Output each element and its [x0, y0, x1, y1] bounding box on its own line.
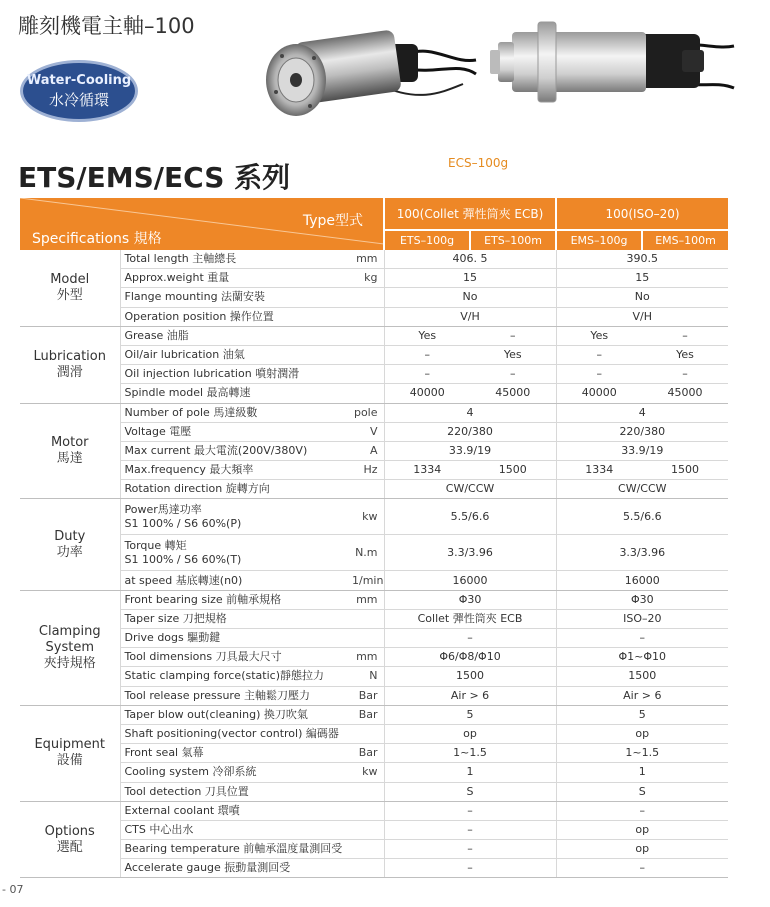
row-label: Tool dimensions 刀具最大尺寸 [120, 648, 352, 667]
value-cell: 5 [556, 705, 728, 724]
row-label: Spindle model 最高轉速 [120, 384, 352, 403]
table-row [20, 744, 728, 763]
table-row [20, 441, 728, 460]
row-unit [352, 480, 384, 499]
value-cell: 1~1.5 [556, 744, 728, 763]
row-unit: V [352, 422, 384, 441]
row-label: Tool detection 刀具位置 [120, 782, 352, 801]
value-cell: – [470, 365, 556, 384]
row-unit [352, 307, 384, 326]
row-unit: Bar [352, 744, 384, 763]
value-cell: 33.9/19 [384, 441, 556, 460]
value-cell: – [556, 859, 728, 878]
row-label: Taper blow out(cleaning) 換刀吹氣 [120, 705, 352, 724]
value-cell: op [556, 820, 728, 839]
value-cell: 1500 [470, 461, 556, 480]
row-label: CTS 中心出水 [120, 820, 352, 839]
spindle-product-image-left [258, 14, 478, 126]
row-label: Grease 油脂 [120, 326, 352, 345]
row-label: Drive dogs 驅動鍵 [120, 629, 352, 648]
value-cell: op [556, 724, 728, 743]
value-cell: ISO–20 [556, 609, 728, 628]
value-cell: Collet 彈性筒夾 ECB [384, 609, 556, 628]
value-cell: S [556, 782, 728, 801]
row-unit: A [352, 441, 384, 460]
value-cell: 390.5 [556, 250, 728, 269]
value-cell: – [556, 365, 642, 384]
product-caption: ECS–100g [448, 156, 509, 170]
row-label: Front seal 氣幕 [120, 744, 352, 763]
value-cell: – [642, 326, 728, 345]
row-label: Tool release pressure 主軸鬆刀壓力 [120, 686, 352, 705]
table-row [20, 384, 728, 403]
row-unit [352, 345, 384, 364]
value-cell: – [384, 345, 470, 364]
table-row [20, 535, 728, 571]
value-cell: 220/380 [556, 422, 728, 441]
row-label: Approx.weight 重量 [120, 269, 352, 288]
row-unit [352, 326, 384, 345]
row-label: Total length 主軸總長 [120, 250, 352, 269]
value-cell: Yes [642, 345, 728, 364]
table-row [20, 859, 728, 878]
value-cell: CW/CCW [384, 480, 556, 499]
value-cell: – [556, 629, 728, 648]
table-row [20, 288, 728, 307]
category-clamping: Clamping System 夾持規格 [20, 590, 120, 705]
row-unit: Bar [352, 686, 384, 705]
row-unit [352, 840, 384, 859]
value-cell: 4 [556, 403, 728, 422]
table-row [20, 801, 728, 820]
row-unit [352, 609, 384, 628]
value-cell: S [384, 782, 556, 801]
table-row [20, 422, 728, 441]
table-row [20, 840, 728, 859]
category-duty: Duty 功率 [20, 499, 120, 590]
value-cell: 15 [556, 269, 728, 288]
row-unit: N [352, 667, 384, 686]
row-label: External coolant 環噴 [120, 801, 352, 820]
row-unit: mm [352, 590, 384, 609]
value-cell: 1500 [642, 461, 728, 480]
row-label: Max current 最大電流(200V/380V) [120, 441, 352, 460]
table-row [20, 269, 728, 288]
table-row [20, 345, 728, 364]
row-unit: kw [352, 763, 384, 782]
value-cell: 16000 [384, 571, 556, 590]
value-cell: 5.5/6.6 [556, 499, 728, 535]
value-cell: – [384, 365, 470, 384]
row-label: Static clamping force(static)靜態拉力 [120, 667, 352, 686]
row-label: Taper size 刀把規格 [120, 609, 352, 628]
row-unit [352, 859, 384, 878]
value-cell: 4 [384, 403, 556, 422]
table-row [20, 629, 728, 648]
value-cell: Yes [556, 326, 642, 345]
row-label: Oil injection lubrication 噴射潤滑 [120, 365, 352, 384]
value-cell: – [556, 345, 642, 364]
row-unit [352, 288, 384, 307]
row-label: Voltage 電壓 [120, 422, 352, 441]
table-row [20, 820, 728, 839]
value-cell: 1334 [556, 461, 642, 480]
header-model-ets-100m: ETS–100m [470, 230, 556, 250]
value-cell: Air > 6 [384, 686, 556, 705]
row-unit [352, 801, 384, 820]
value-cell: op [384, 724, 556, 743]
value-cell: 1500 [384, 667, 556, 686]
row-label: Rotation direction 旋轉方向 [120, 480, 352, 499]
value-cell: – [384, 840, 556, 859]
table-row [20, 250, 728, 269]
value-cell: – [470, 326, 556, 345]
spindle-product-image-right [490, 20, 735, 104]
value-cell: – [556, 801, 728, 820]
value-cell: – [384, 801, 556, 820]
category-model: Model 外型 [20, 250, 120, 326]
row-unit: N.m [352, 535, 384, 571]
row-unit [352, 820, 384, 839]
row-unit [352, 724, 384, 743]
value-cell: Φ30 [384, 590, 556, 609]
table-row [20, 403, 728, 422]
page-number: - 07 [2, 883, 24, 896]
badge-english-label: Water-Cooling [26, 73, 132, 88]
row-label: Torque 轉矩 S1 100% / S6 60%(T) [120, 535, 352, 571]
row-unit: 1/min [352, 571, 384, 590]
table-row [20, 571, 728, 590]
row-unit [352, 782, 384, 801]
header-spec-cell [20, 198, 384, 250]
specification-table [20, 198, 728, 878]
row-label: Cooling system 冷卻系統 [120, 763, 352, 782]
value-cell: 406. 5 [384, 250, 556, 269]
row-label: at speed 基底轉速(n0) [120, 571, 352, 590]
value-cell: 40000 [384, 384, 470, 403]
row-unit [352, 629, 384, 648]
value-cell: Φ1~Φ10 [556, 648, 728, 667]
table-row [20, 499, 728, 535]
table-row [20, 590, 728, 609]
table-row [20, 307, 728, 326]
table-row [20, 686, 728, 705]
value-cell: 16000 [556, 571, 728, 590]
value-cell: 45000 [642, 384, 728, 403]
value-cell: 33.9/19 [556, 441, 728, 460]
badge-chinese-label: 水冷循環 [48, 91, 109, 109]
category-options: Options 選配 [20, 801, 120, 878]
value-cell: V/H [556, 307, 728, 326]
table-row [20, 480, 728, 499]
row-label: Shaft positioning(vector control) 編碼器 [120, 724, 352, 743]
row-unit: kw [352, 499, 384, 535]
row-label: Bearing temperature 前軸承溫度量測回受 [120, 840, 352, 859]
row-unit: pole [352, 403, 384, 422]
value-cell: 3.3/3.96 [384, 535, 556, 571]
category-equipment: Equipment 設備 [20, 705, 120, 801]
value-cell: 1500 [556, 667, 728, 686]
row-unit [352, 384, 384, 403]
value-cell: op [556, 840, 728, 859]
row-unit: Hz [352, 461, 384, 480]
value-cell: Yes [384, 326, 470, 345]
table-row [20, 763, 728, 782]
row-unit [352, 365, 384, 384]
header-model-ems-100m: EMS–100m [642, 230, 728, 250]
value-cell: No [384, 288, 556, 307]
value-cell: Air > 6 [556, 686, 728, 705]
water-cooling-badge [20, 60, 138, 122]
value-cell: Yes [470, 345, 556, 364]
row-label: Power馬達功率 S1 100% / S6 60%(P) [120, 499, 352, 535]
row-label: Max.frequency 最大頻率 [120, 461, 352, 480]
row-unit: kg [352, 269, 384, 288]
table-row [20, 782, 728, 801]
value-cell: Φ6/Φ8/Φ10 [384, 648, 556, 667]
value-cell: – [384, 629, 556, 648]
row-unit: mm [352, 648, 384, 667]
page-title: 雕刻機電主軸–100 [18, 14, 195, 38]
value-cell: 3.3/3.96 [556, 535, 728, 571]
value-cell: No [556, 288, 728, 307]
table-row [20, 326, 728, 345]
row-label: Operation position 操作位置 [120, 307, 352, 326]
value-cell: – [642, 365, 728, 384]
value-cell: 5 [384, 705, 556, 724]
row-label: Oil/air lubrication 油氣 [120, 345, 352, 364]
value-cell: – [384, 859, 556, 878]
header-type-label: Type型式 [302, 213, 364, 229]
category-motor: Motor 馬達 [20, 403, 120, 499]
value-cell: 1 [384, 763, 556, 782]
table-row [20, 648, 728, 667]
value-cell: – [384, 820, 556, 839]
value-cell: 45000 [470, 384, 556, 403]
table-row [20, 705, 728, 724]
value-cell: CW/CCW [556, 480, 728, 499]
header-group-iso: 100(ISO–20) [556, 198, 728, 230]
series-title: ETS/EMS/ECS 系列 [18, 161, 291, 194]
value-cell: 5.5/6.6 [384, 499, 556, 535]
value-cell: V/H [384, 307, 556, 326]
table-row [20, 461, 728, 480]
value-cell: 1~1.5 [384, 744, 556, 763]
value-cell: 15 [384, 269, 556, 288]
table-row [20, 667, 728, 686]
row-label: Accelerate gauge 振動量測回受 [120, 859, 352, 878]
value-cell: 220/380 [384, 422, 556, 441]
category-lubrication: Lubrication 潤滑 [20, 326, 120, 403]
row-unit: Bar [352, 705, 384, 724]
header-model-ems-100g: EMS–100g [556, 230, 642, 250]
row-label: Front bearing size 前軸承規格 [120, 590, 352, 609]
value-cell: 40000 [556, 384, 642, 403]
value-cell: 1334 [384, 461, 470, 480]
value-cell: 1 [556, 763, 728, 782]
header-group-collet: 100(Collet 彈性筒夾 ECB) [384, 198, 556, 230]
header-model-ets-100g: ETS–100g [384, 230, 470, 250]
table-row [20, 609, 728, 628]
table-row [20, 365, 728, 384]
header-spec-label: Specifications 規格 [32, 231, 162, 247]
row-label: Flange mounting 法蘭安裝 [120, 288, 352, 307]
table-row [20, 724, 728, 743]
value-cell: Φ30 [556, 590, 728, 609]
row-unit: mm [352, 250, 384, 269]
row-label: Number of pole 馬達級數 [120, 403, 352, 422]
